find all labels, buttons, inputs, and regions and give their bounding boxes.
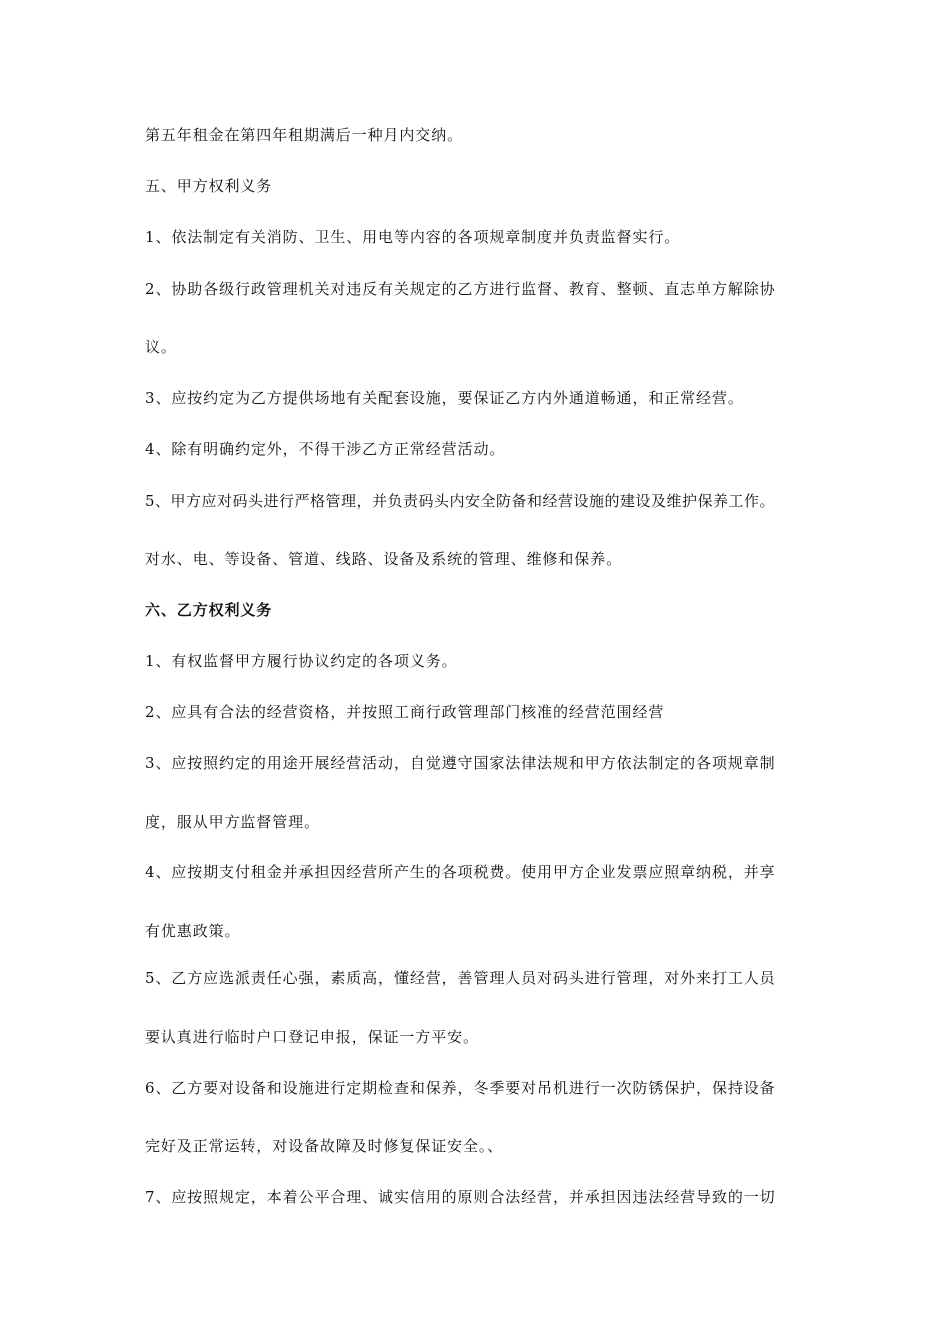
paragraph-line: 6、乙方要对设备和设施进行定期检查和保养，冬季要对吊机进行一次防锈保护，保持设备 — [145, 1079, 776, 1097]
paragraph-line: 3、应按照约定的用途开展经营活动，自觉遵守国家法律法规和甲方依法制定的各项规章制 — [145, 754, 776, 772]
paragraph-line: 3、应按约定为乙方提供场地有关配套设施，要保证乙方内外通道畅通，和正常经营。 — [145, 389, 744, 407]
paragraph-line: 议。 — [145, 338, 177, 356]
paragraph-line: 5、乙方应选派责任心强，素质高，懂经营，善管理人员对码头进行管理，对外来打工人员 — [145, 969, 776, 987]
paragraph-line: 度，服从甲方监督管理。 — [145, 813, 320, 831]
paragraph-line: 7、应按照规定，本着公平合理、诚实信用的原则合法经营，并承担因违法经营导致的一切 — [145, 1188, 776, 1206]
paragraph-line: 1、依法制定有关消防、卫生、用电等内容的各项规章制度并负责监督实行。 — [145, 228, 681, 246]
paragraph-line: 4、除有明确约定外，不得干涉乙方正常经营活动。 — [145, 440, 506, 458]
paragraph-line: 完好及正常运转，对设备故障及时修复保证安全。、 — [145, 1137, 504, 1155]
paragraph-line: 2、应具有合法的经营资格，并按照工商行政管理部门核准的经营范围经营 — [145, 703, 665, 721]
paragraph-line: 第五年租金在第四年租期满后一种月内交纳。 — [145, 126, 464, 144]
paragraph-line: 1、有权监督甲方履行协议约定的各项义务。 — [145, 652, 458, 670]
section-heading: 五、甲方权利义务 — [145, 177, 273, 195]
paragraph-line: 5、甲方应对码头进行严格管理，并负责码头内安全防备和经营设施的建设及维护保养工作。 — [145, 492, 776, 510]
paragraph-line: 对水、电、等设备、管道、线路、设备及系统的管理、维修和保养。 — [145, 550, 623, 568]
section-heading: 六、乙方权利义务 — [145, 601, 273, 619]
paragraph-line: 要认真进行临时户口登记申报，保证一方平安。 — [145, 1028, 479, 1046]
paragraph-line: 2、协助各级行政管理机关对违反有关规定的乙方进行监督、教育、整顿、直志单方解除协 — [145, 280, 776, 298]
paragraph-line: 4、应按期支付租金并承担因经营所产生的各项税费。使用甲方企业发票应照章纳税，并享 — [145, 863, 776, 881]
paragraph-line: 有优惠政策。 — [145, 922, 241, 940]
